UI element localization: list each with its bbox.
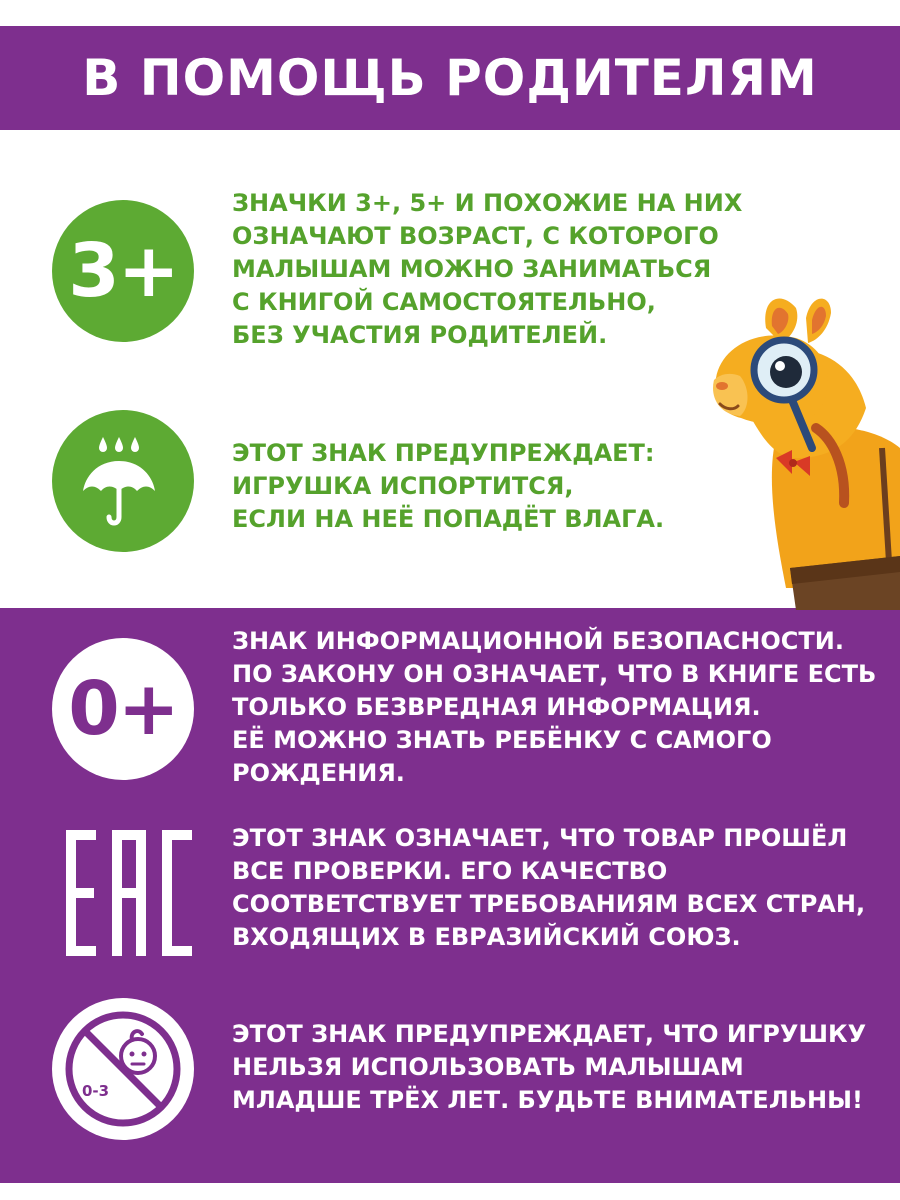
not-for-under-3-icon <box>58 1004 188 1134</box>
umbrella-badge <box>52 410 194 552</box>
text-line: ЕСЛИ НА НЕЁ ПОПАДЁТ ВЛАГА. <box>232 505 665 533</box>
text-line: ОЗНАЧАЮТ ВОЗРАСТ, С КОТОРОГО <box>232 222 719 250</box>
page-title: В ПОМОЩЬ РОДИТЕЛЯМ <box>82 49 818 107</box>
text-line: РОЖДЕНИЯ. <box>232 759 405 787</box>
age-3-plus-badge <box>52 200 194 342</box>
age-0-plus-badge <box>52 638 194 780</box>
bottom-margin <box>0 1183 900 1200</box>
info-text-under-3-warning <box>232 1018 866 1117</box>
text-line: ЗНАК ИНФОРМАЦИОННОЙ БЕЗОПАСНОСТИ. <box>232 627 844 655</box>
text-line: ЭТОТ ЗНАК ПРЕДУПРЕЖДАЕТ, ЧТО ИГРУШКУ <box>232 1020 867 1048</box>
age-range-label: 0-3 <box>82 1082 110 1100</box>
info-text-eac <box>232 822 865 954</box>
eac-mark-icon <box>66 830 192 956</box>
text-line: С КНИГОЙ САМОСТОЯТЕЛЬНО, <box>232 288 656 316</box>
text-line: МЛАДШЕ ТРЁХ ЛЕТ. БУДЬТЕ ВНИМАТЕЛЬНЫ! <box>232 1086 863 1114</box>
text-line: ПО ЗАКОНУ ОН ОЗНАЧАЕТ, ЧТО В КНИГЕ ЕСТЬ <box>232 660 877 688</box>
text-line: ЭТОТ ЗНАК ОЗНАЧАЕТ, ЧТО ТОВАР ПРОШЁЛ <box>232 824 848 852</box>
text-line: БЕЗ УЧАСТИЯ РОДИТЕЛЕЙ. <box>232 321 608 349</box>
text-line: ЕЁ МОЖНО ЗНАТЬ РЕБЁНКУ С САМОГО <box>232 726 772 754</box>
info-text-info-safety <box>232 625 876 790</box>
text-line: ВСЕ ПРОВЕРКИ. ЕГО КАЧЕСТВО <box>232 857 668 885</box>
text-line: СООТВЕТСТВУЕТ ТРЕБОВАНИЯМ ВСЕХ СТРАН, <box>232 890 866 918</box>
text-line: ТОЛЬКО БЕЗВРЕДНАЯ ИНФОРМАЦИЯ. <box>232 693 761 721</box>
badge-label: 0+ <box>68 666 178 752</box>
text-line: ВХОДЯЩИХ В ЕВРАЗИЙСКИЙ СОЮЗ. <box>232 923 741 951</box>
top-margin <box>0 0 900 26</box>
text-line: ЗНАЧКИ 3+, 5+ И ПОХОЖИЕ НА НИХ <box>232 189 743 217</box>
page-header <box>0 26 900 130</box>
badge-label: 3+ <box>68 228 178 314</box>
text-line: ЭТОТ ЗНАК ПРЕДУПРЕЖДАЕТ: <box>232 439 655 467</box>
not-for-under-3-badge <box>52 998 194 1140</box>
info-text-moisture <box>232 437 664 536</box>
text-line: НЕЛЬЗЯ ИСПОЛЬЗОВАТЬ МАЛЫШАМ <box>232 1053 744 1081</box>
umbrella-rain-icon <box>73 431 173 531</box>
llama-detective-illustration <box>706 288 900 610</box>
info-text-age-badge <box>232 187 742 352</box>
text-line: МАЛЫШАМ МОЖНО ЗАНИМАТЬСЯ <box>232 255 712 283</box>
text-line: ИГРУШКА ИСПОРТИТСЯ, <box>232 472 574 500</box>
